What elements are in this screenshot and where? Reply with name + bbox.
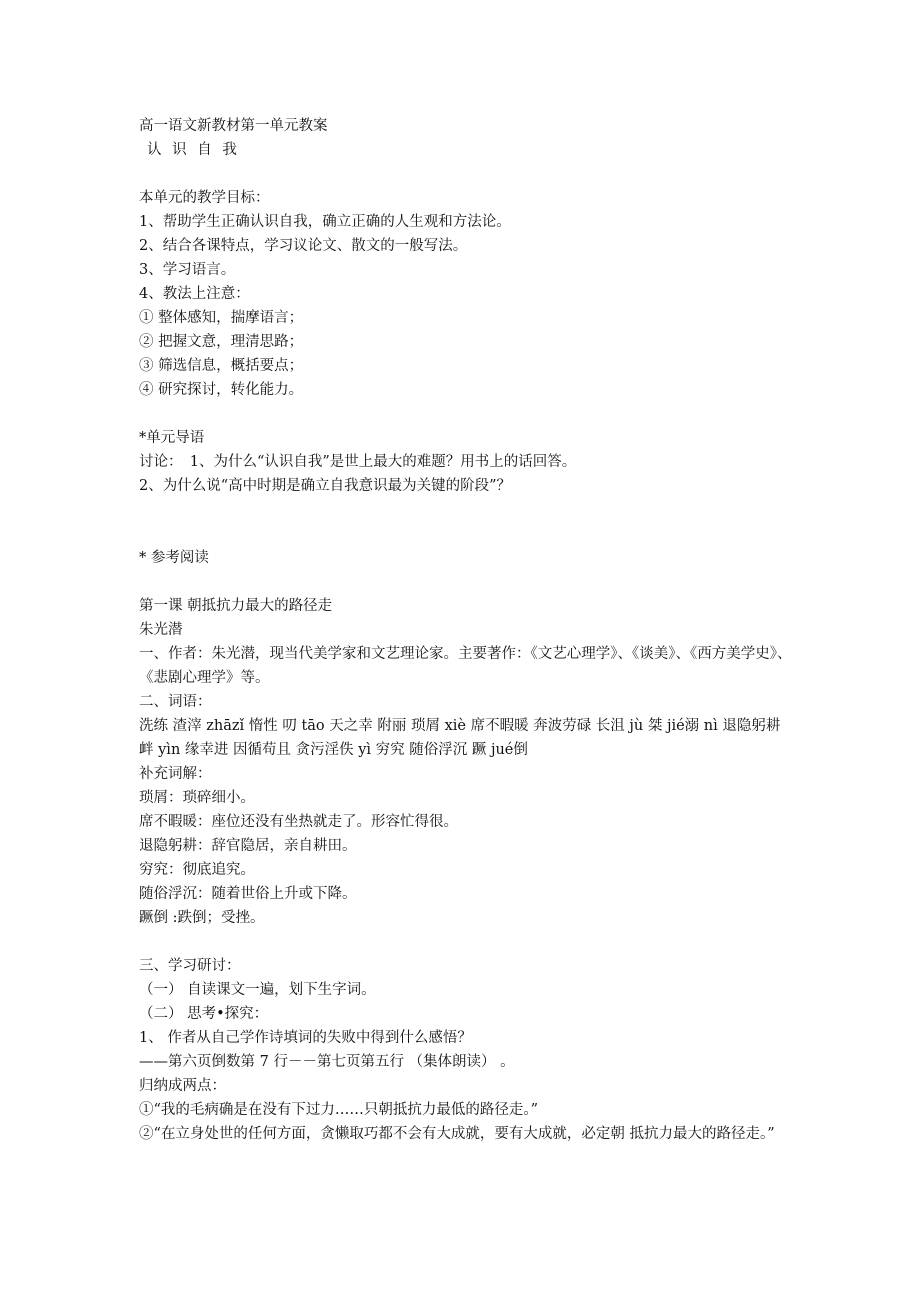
vocab-heading: 二、词语：: [139, 694, 212, 710]
intro-heading: *单元导语: [139, 430, 205, 446]
definition-item: 琐屑：琐碎细小。: [139, 790, 255, 806]
definition-item: 蹶倒 :跌倒；受挫。: [139, 910, 265, 926]
method-item: ③ 筛选信息，概括要点；: [139, 358, 304, 374]
doc-title: 高一语文新教材第一单元教案: [139, 118, 328, 134]
supplement-heading: 补充词解：: [139, 766, 212, 782]
method-item: ④ 研究探讨，转化能力。: [139, 382, 304, 398]
study-heading: 三、学习研讨：: [139, 958, 241, 974]
definition-item: 退隐躬耕：辞官隐居，亲自耕田。: [139, 838, 357, 854]
lesson-title: 第一课 朝抵抗力最大的路径走: [139, 598, 333, 614]
summary-heading: 归纳成两点：: [139, 1078, 226, 1094]
lesson-author: 朱光潜: [139, 622, 183, 638]
summary-point: ②“在立身处世的任何方面，贪懒取巧都不会有大成就，要有大成就，必定朝 抵抗力最大的路径走。”: [139, 1126, 775, 1142]
definition-item: 穷究：彻底追究。: [139, 862, 255, 878]
intro-question-2: 2、为什么说“高中时期是确立自我意识最为关键的阶段”？: [139, 478, 512, 494]
unit-title: 认 识 自 我: [147, 142, 240, 158]
goal-item: 2、结合各课特点，学习议论文、散文的一般写法。: [139, 238, 468, 254]
goal-item: 1、帮助学生正确认识自我，确立正确的人生观和方法论。: [139, 214, 511, 230]
study-step: （二） 思考•探究：: [139, 1006, 269, 1022]
goal-item: 3、学习语言。: [139, 262, 236, 278]
reference-note: ——第六页倒数第 7 行－－第七页第五行 （集体朗读） 。: [139, 1054, 515, 1070]
intro-question-1: 讨论： 1、为什么“认识自我”是世上最大的难题？用书上的话回答。: [139, 454, 577, 470]
definition-item: 席不暇暖：座位还没有坐热就走了。形容忙得很。: [139, 814, 458, 830]
goals-heading: 本单元的教学目标：: [139, 190, 270, 206]
definition-item: 随俗浮沉：随着世俗上升或下降。: [139, 886, 357, 902]
goal-item: 4、教法上注意：: [139, 286, 250, 302]
author-note: 一、作者：朱光潜，现当代美学家和文艺理论家。主要著作：《文艺心理学》、《谈美》、《西方美学史》、《悲剧心理学》等。: [139, 646, 792, 686]
vocab-list: 洗练 渣滓 zhāzǐ 惰性 叨 tāo 天之幸 附丽 琐屑 xiè 席不暇暖 奔波劳碌 长沮 jù 桀 jié溺 nì 退隐躬耕 衅 yìn 缘幸进 因循苟且 贪污淫佚 yì 穷究 随俗浮沉 蹶 jué倒: [139, 718, 781, 758]
study-step: （一） 自读课文一遍，划下生字词。: [139, 982, 376, 998]
method-item: ② 把握文意，理清思路；: [139, 334, 304, 350]
reading-heading: * 参考阅读: [139, 550, 209, 566]
document-page: [139, 114, 799, 1146]
question-1: 1、 作者从自己学作诗填词的失败中得到什么感悟？: [139, 1030, 472, 1046]
summary-point: ①“我的毛病确是在没有下过力……只朝抵抗力最低的路径走。”: [139, 1102, 539, 1118]
method-item: ① 整体感知，揣摩语言；: [139, 310, 304, 326]
